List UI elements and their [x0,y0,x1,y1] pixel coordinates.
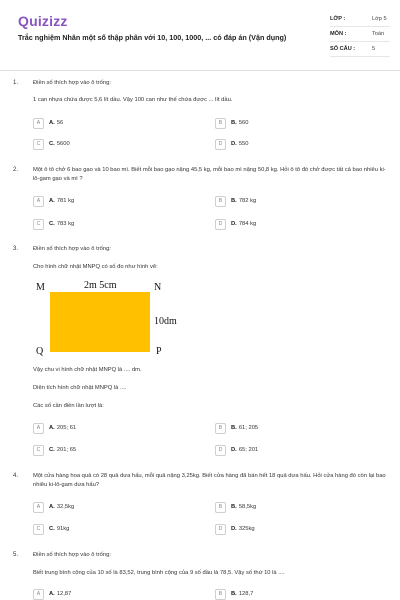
question-text: Điền số thích hợp vào ô trống: [33,80,111,86]
option-letter-box: D [215,445,226,456]
option-letter-box: B [215,196,226,207]
option-letter-box: B [215,423,226,434]
meta-row-grade [330,12,390,27]
option-value: 781 kg [56,198,75,204]
meta-value: Lớp 5 [372,16,387,22]
option-letter-box: D [215,524,226,535]
height-label: 10dm [154,316,177,327]
option-letter-box: C [33,445,44,456]
option-letter-box: C [33,219,44,230]
option-value: 560 [238,120,249,126]
answer-option[interactable] [215,218,256,230]
option-prefix: C. [49,141,55,147]
answer-option[interactable] [33,444,76,456]
answer-option[interactable] [33,117,63,129]
option-letter-box: A [33,423,44,434]
vertex-label: M [36,282,45,293]
option-prefix: B. [231,425,237,431]
meta-row-count [330,42,390,57]
option-prefix: A. [49,198,55,204]
option-value: 783 kg [56,221,75,227]
option-letter-box: A [33,196,44,207]
option-letter-box: B [215,118,226,129]
question-text: Điền số thích hợp vào ô trống: [33,246,111,252]
question-text: Điền số thích hợp vào ô trống: [33,552,111,558]
meta-row-subject [330,27,390,42]
answer-option[interactable] [215,117,248,129]
meta-value: 5 [372,46,376,52]
option-letter-box: B [215,502,226,513]
option-value: 12,87 [56,591,72,597]
option-letter-box: A [33,502,44,513]
answer-option[interactable] [33,138,70,150]
option-prefix: B. [231,504,237,510]
option-value: 128,7 [238,591,254,597]
option-prefix: A. [49,504,55,510]
answer-option[interactable] [33,501,74,513]
option-value: 56 [56,120,64,126]
option-letter-box: C [33,139,44,150]
question-number: 5. [13,552,19,558]
answer-option[interactable] [215,422,258,434]
question-text: 1 can nhựa chứa được 5,6 lít dầu. Vậy 100 can như thế chứa được ... lít dầu. [33,97,233,103]
answer-option[interactable] [215,444,258,456]
vertex-label: N [154,282,162,293]
option-prefix: B. [231,198,237,204]
meta-value: Toán [372,31,385,37]
option-letter-box: C [33,524,44,535]
vertex-label: Q [36,346,44,357]
option-value: 205; 61 [56,425,77,431]
answer-option[interactable] [215,195,256,207]
question-number: 1. [13,80,19,86]
option-prefix: D. [231,447,237,453]
answer-option[interactable] [33,195,74,207]
question-number: 4. [13,473,19,479]
option-value: 91kg [56,526,70,532]
option-letter-box: D [215,139,226,150]
option-prefix: D. [231,141,237,147]
question-number: 3. [13,246,19,252]
option-value: 58,5kg [238,504,257,510]
vertex-label: P [156,346,162,357]
option-letter-box: B [215,589,226,600]
worksheet-header [0,0,400,70]
option-value: 325kg [238,526,255,532]
option-prefix: C. [49,221,55,227]
option-prefix: C. [49,526,55,532]
meta-key: LỚP : [330,16,346,22]
header-divider [0,70,400,71]
option-value: 201; 65 [56,447,77,453]
quizizz-logo: Quizizz [18,13,68,29]
question-text: Một cửa hàng hoa quả có 28 quả dưa hấu, mỗi quả nặng 3,25kg. Biết cửa hàng đã bán hết 18 quả dưa hấu. Hỏi cửa hàng đó còn lại bao nhiêu ki-lô-gam dưa hấu? [33,473,386,488]
answer-option[interactable] [215,501,256,513]
quiz-meta [330,12,390,57]
option-prefix: B. [231,120,237,126]
option-value: 65; 201 [238,447,259,453]
quiz-title: Trắc nghiệm Nhân một số thập phân với 10, 100, 1000, ... có đáp án (Vận dụng) [18,33,287,42]
answer-option[interactable] [33,218,74,230]
option-value: 32,5kg [56,504,75,510]
answer-option[interactable] [33,588,71,600]
option-prefix: A. [49,425,55,431]
option-prefix: D. [231,526,237,532]
option-prefix: C. [49,447,55,453]
option-value: 61; 205 [238,425,259,431]
question-text: Các số cần điền lần lượt là: [33,403,104,409]
meta-key: SỐ CÂU : [330,46,356,52]
meta-key: MÔN : [330,31,347,37]
question-text: Một ô tô chở 6 bao gạo và 10 bao mì. Biết mỗi bao gạo nặng 45,5 kg, mỗi bao mì nặng 50,8 kg. Hỏi ô tô đó chở được tất cả bao nhiêu ki-lô-gam gạo và mì ? [33,167,386,182]
option-value: 784 kg [238,221,257,227]
width-label: 2m 5cm [84,280,117,291]
option-value: 782 kg [238,198,257,204]
question-text: Vậy chu vi hình chữ nhật MNPQ là .... dm. [33,367,142,373]
option-value: 550 [238,141,249,147]
option-letter-box: A [33,589,44,600]
answer-option[interactable] [215,588,253,600]
answer-option[interactable] [215,138,248,150]
option-prefix: A. [49,120,55,126]
option-prefix: B. [231,591,237,597]
option-prefix: A. [49,591,55,597]
question-number: 2. [13,167,19,173]
answer-option[interactable] [33,523,69,535]
answer-option[interactable] [215,523,255,535]
option-prefix: D. [231,221,237,227]
option-letter-box: D [215,219,226,230]
option-letter-box: A [33,118,44,129]
question-text: Cho hình chữ nhật MNPQ có số đo như hình vẽ: [33,264,158,270]
rectangle-mnpq [50,292,150,352]
question-text: Diện tích hình chữ nhật MNPQ là .... [33,385,127,391]
option-value: 5600 [56,141,70,147]
question-text: Biết trung bình cộng của 10 số là 83,52, trung bình cộng của 9 số đầu là 78,5. Vậy số thứ 10 là .... [33,570,285,576]
rectangle-figure [32,280,192,360]
answer-option[interactable] [33,422,76,434]
